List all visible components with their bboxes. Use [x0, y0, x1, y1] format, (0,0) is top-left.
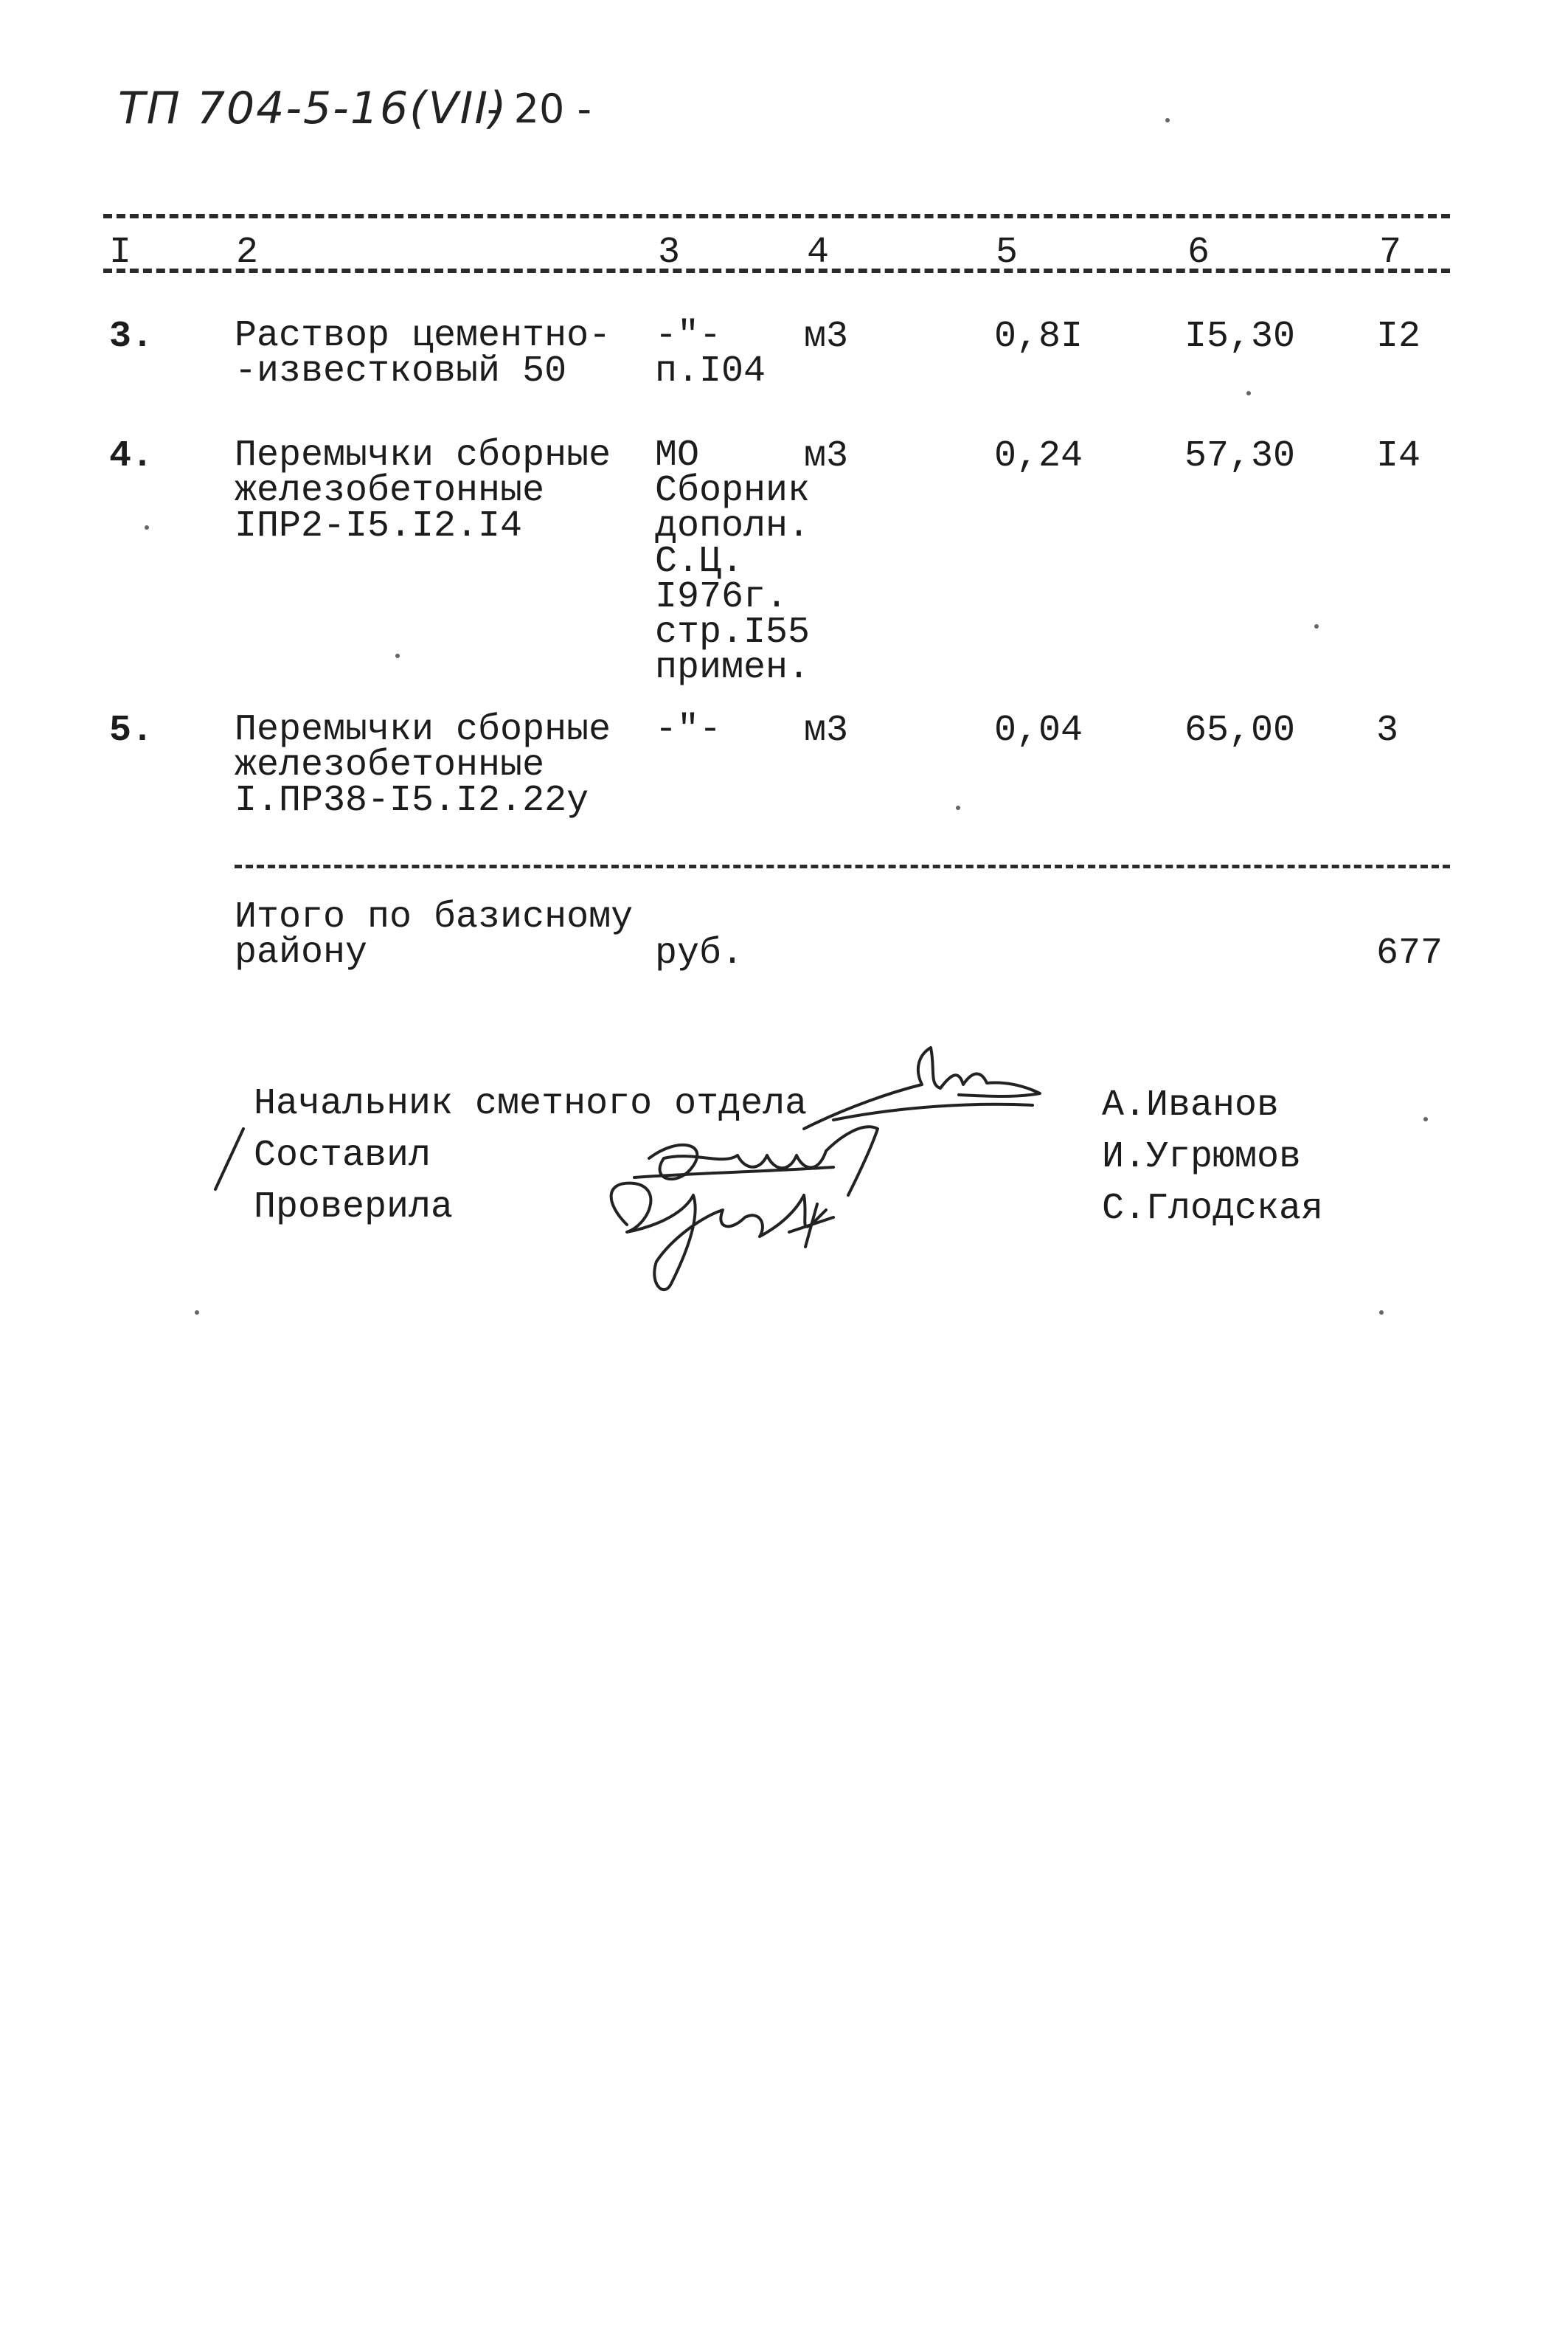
column-header-3: 3: [658, 232, 681, 274]
column-header-2: 2: [236, 232, 259, 274]
row-quantity: 0,24: [994, 435, 1083, 477]
row-number: 4.: [109, 435, 154, 477]
column-header-1: I: [109, 232, 132, 274]
scan-speck: [956, 806, 960, 810]
signature-checker-stroke: [611, 1183, 826, 1290]
row-name: Раствор цементно- -известковый 50: [235, 315, 611, 392]
page-number: - 20 -: [487, 86, 592, 132]
row-source: -"- п.I04: [655, 315, 766, 392]
row-total: I4: [1376, 435, 1421, 477]
scan-speck: [145, 525, 149, 530]
scan-speck: [1314, 624, 1319, 629]
row-number: 3.: [109, 316, 154, 358]
column-header-6: 6: [1187, 232, 1210, 274]
summary-label: Итого по базисному району: [235, 896, 634, 974]
signature-name-composed: И.Угрюмов: [1102, 1136, 1302, 1178]
row-price: 57,30: [1184, 435, 1296, 477]
scan-speck: [195, 1310, 199, 1315]
signature-name-head: А.Иванов: [1102, 1085, 1280, 1127]
scan-speck: [395, 654, 400, 658]
row-name: Перемычки сборные железобетонные IПР2-I5.I2.I4: [235, 435, 611, 547]
column-header-5: 5: [996, 232, 1019, 274]
signature-head-underline: [833, 1104, 1033, 1120]
row-quantity: 0,8I: [994, 316, 1083, 358]
signature-role-checked: Проверила: [254, 1186, 454, 1228]
signature-composer-underline: [634, 1167, 833, 1177]
signature-composer-stroke: [649, 1127, 878, 1195]
row-number: 5.: [109, 710, 154, 752]
document-code: ТП 704-5-16(VII): [118, 83, 508, 134]
row-name: Перемычки сборные железобетонные I.ПР38-I5.I2.22у: [235, 709, 611, 822]
row-source: МО Сборник дополн. С.Ц. I976г. стр.I55 примен.: [655, 435, 811, 689]
row-unit: м3: [804, 710, 849, 752]
scan-speck: [1423, 1117, 1428, 1121]
row-total: I2: [1376, 316, 1421, 358]
signature-head-stroke: [804, 1048, 1040, 1129]
row-quantity: 0,04: [994, 710, 1083, 752]
signature-role-head: Начальник сметного отдела: [254, 1083, 808, 1125]
row-unit: м3: [804, 316, 849, 358]
summary-unit: руб.: [655, 933, 744, 975]
column-header-7: 7: [1379, 232, 1402, 274]
column-header-4: 4: [807, 232, 830, 274]
summary-total: 677: [1376, 933, 1443, 975]
row-total: 3: [1376, 710, 1399, 752]
scan-speck: [1379, 1310, 1384, 1315]
row-source: -"-: [655, 709, 722, 751]
row-price: I5,30: [1184, 316, 1296, 358]
scan-speck: [1165, 118, 1170, 122]
row-unit: м3: [804, 435, 849, 477]
pen-slash-mark: [215, 1129, 243, 1189]
row-price: 65,00: [1184, 710, 1296, 752]
scan-speck: [1246, 391, 1251, 395]
signature-role-composed: Составил: [254, 1135, 431, 1177]
signature-name-checked: С.Глодская: [1102, 1188, 1324, 1230]
